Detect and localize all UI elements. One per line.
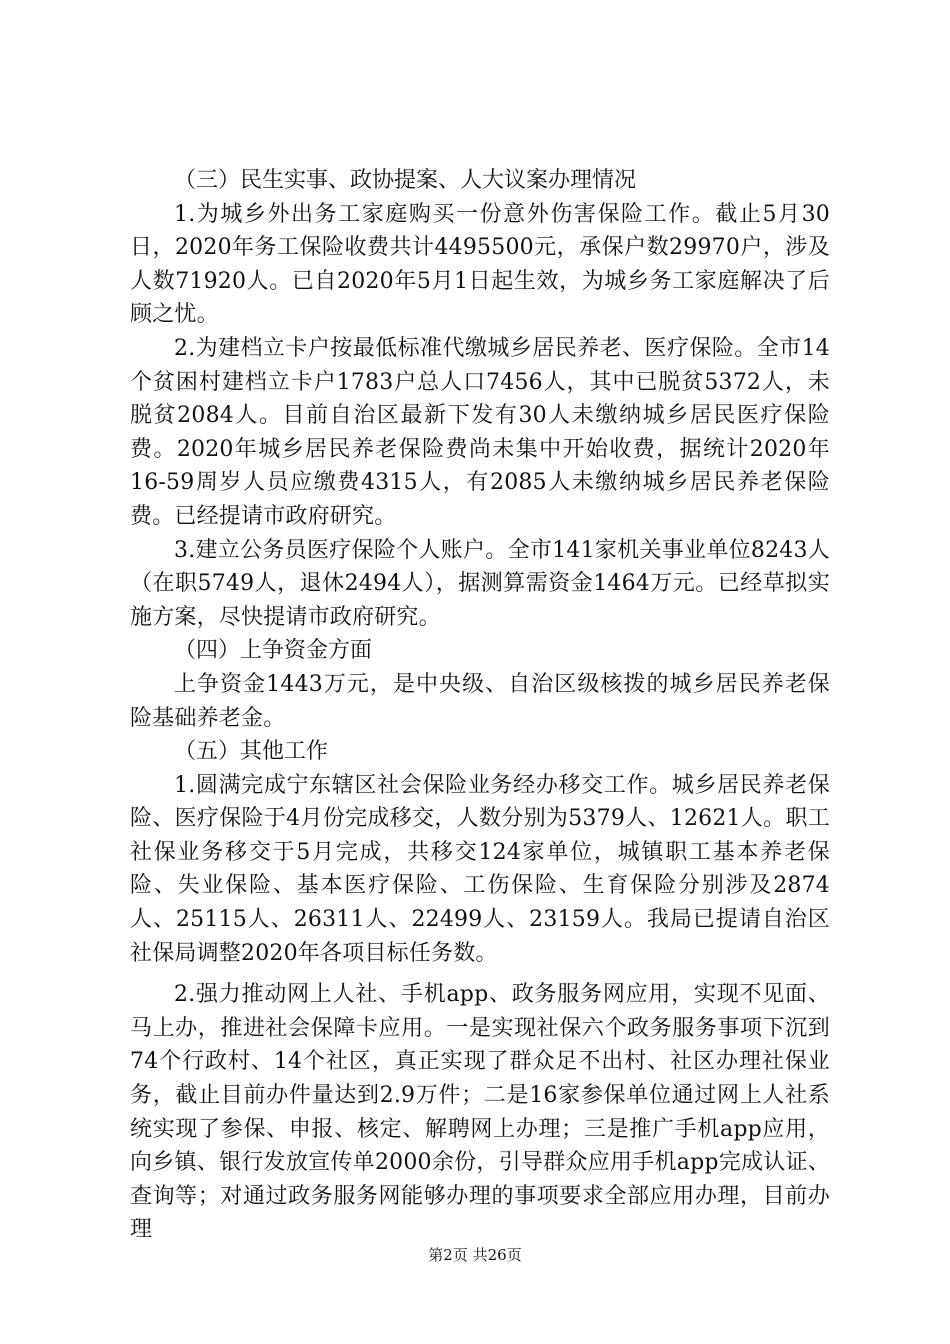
document-body — [130, 164, 830, 1247]
section-heading-4: （四）上争资金方面 — [174, 638, 373, 664]
paragraph-insurance: 1.为城乡外出务工家庭购买一份意外伤害保险工作。截止5月30日，2020年务工保险收费共计4495500元，承保户数29970户，涉及人数71920人。已自2020年5月1日起生效，为城乡务工家庭解决了后顾之忧。 — [130, 201, 830, 328]
section-heading-5: （五）其他工作 — [174, 739, 329, 765]
paragraph-poverty-households: 2.为建档立卡户按最低标准代缴城乡居民养老、医疗保险。全市14个贫困村建档立卡户1783户总人口7456人，其中已脱贫5372人，未脱贫2084人。目前自治区最新下发有30人未缴纳城乡居民医疗保险费。2020年城乡居民养老保险费尚未集中开始收费，据统计2020年16-59周岁人员应缴费4315人，有2085人未缴纳城乡居民养老保险费。已经提请市政府研究。 — [130, 335, 830, 529]
section-heading-3: （三）民生实事、政协提案、人大议案办理情况 — [174, 168, 637, 193]
page-number-footer: 第2页 共26页 — [428, 1246, 522, 1264]
paragraph-civil-servant-account: 3.建立公务员医疗保险个人账户。全市141家机关事业单位8243人（在职5749人，退休2494人），据测算需资金1464万元。已经草拟实施方案，尽快提请市政府研究。 — [130, 537, 830, 630]
paragraph-handover: 1.圆满完成宁东辖区社会保险业务经办移交工作。城乡居民养老保险、医疗保险于4月份完成移交，人数分别为5379人、12621人。职工社保业务移交于5月完成，共移交124家单位，城镇职工基本养老保险、失业保险、基本医疗保险、工伤保险、生育保险分别涉及2874人、25115人、26311人、22499人、23159人。我局已提请自治区社保局调整2020年各项目标任务数。 — [130, 772, 830, 966]
paragraph-online-services: 2.强力推动网上人社、手机app、政务服务网应用，实现不见面、马上办，推进社会保障卡应用。一是实现社保六个政务服务事项下沉到74个行政村、14个社区，真正实现了群众足不出村、社区办理社保业务，截止目前办件量达到2.9万件；二是16家参保单位通过网上人社系统实现了参保、申报、核定、解聘网上办理；三是推广手机app应用，向乡镇、银行发放宣传单2000余份，引导群众应用手机app完成认证、查询等；对通过政务服务网能够办理的事项要求全部应用办理，目前办理 — [130, 982, 830, 1243]
paragraph-funding: 上争资金1443万元，是中央级、自治区级核拨的城乡居民养老保险基础养老金。 — [130, 671, 830, 731]
